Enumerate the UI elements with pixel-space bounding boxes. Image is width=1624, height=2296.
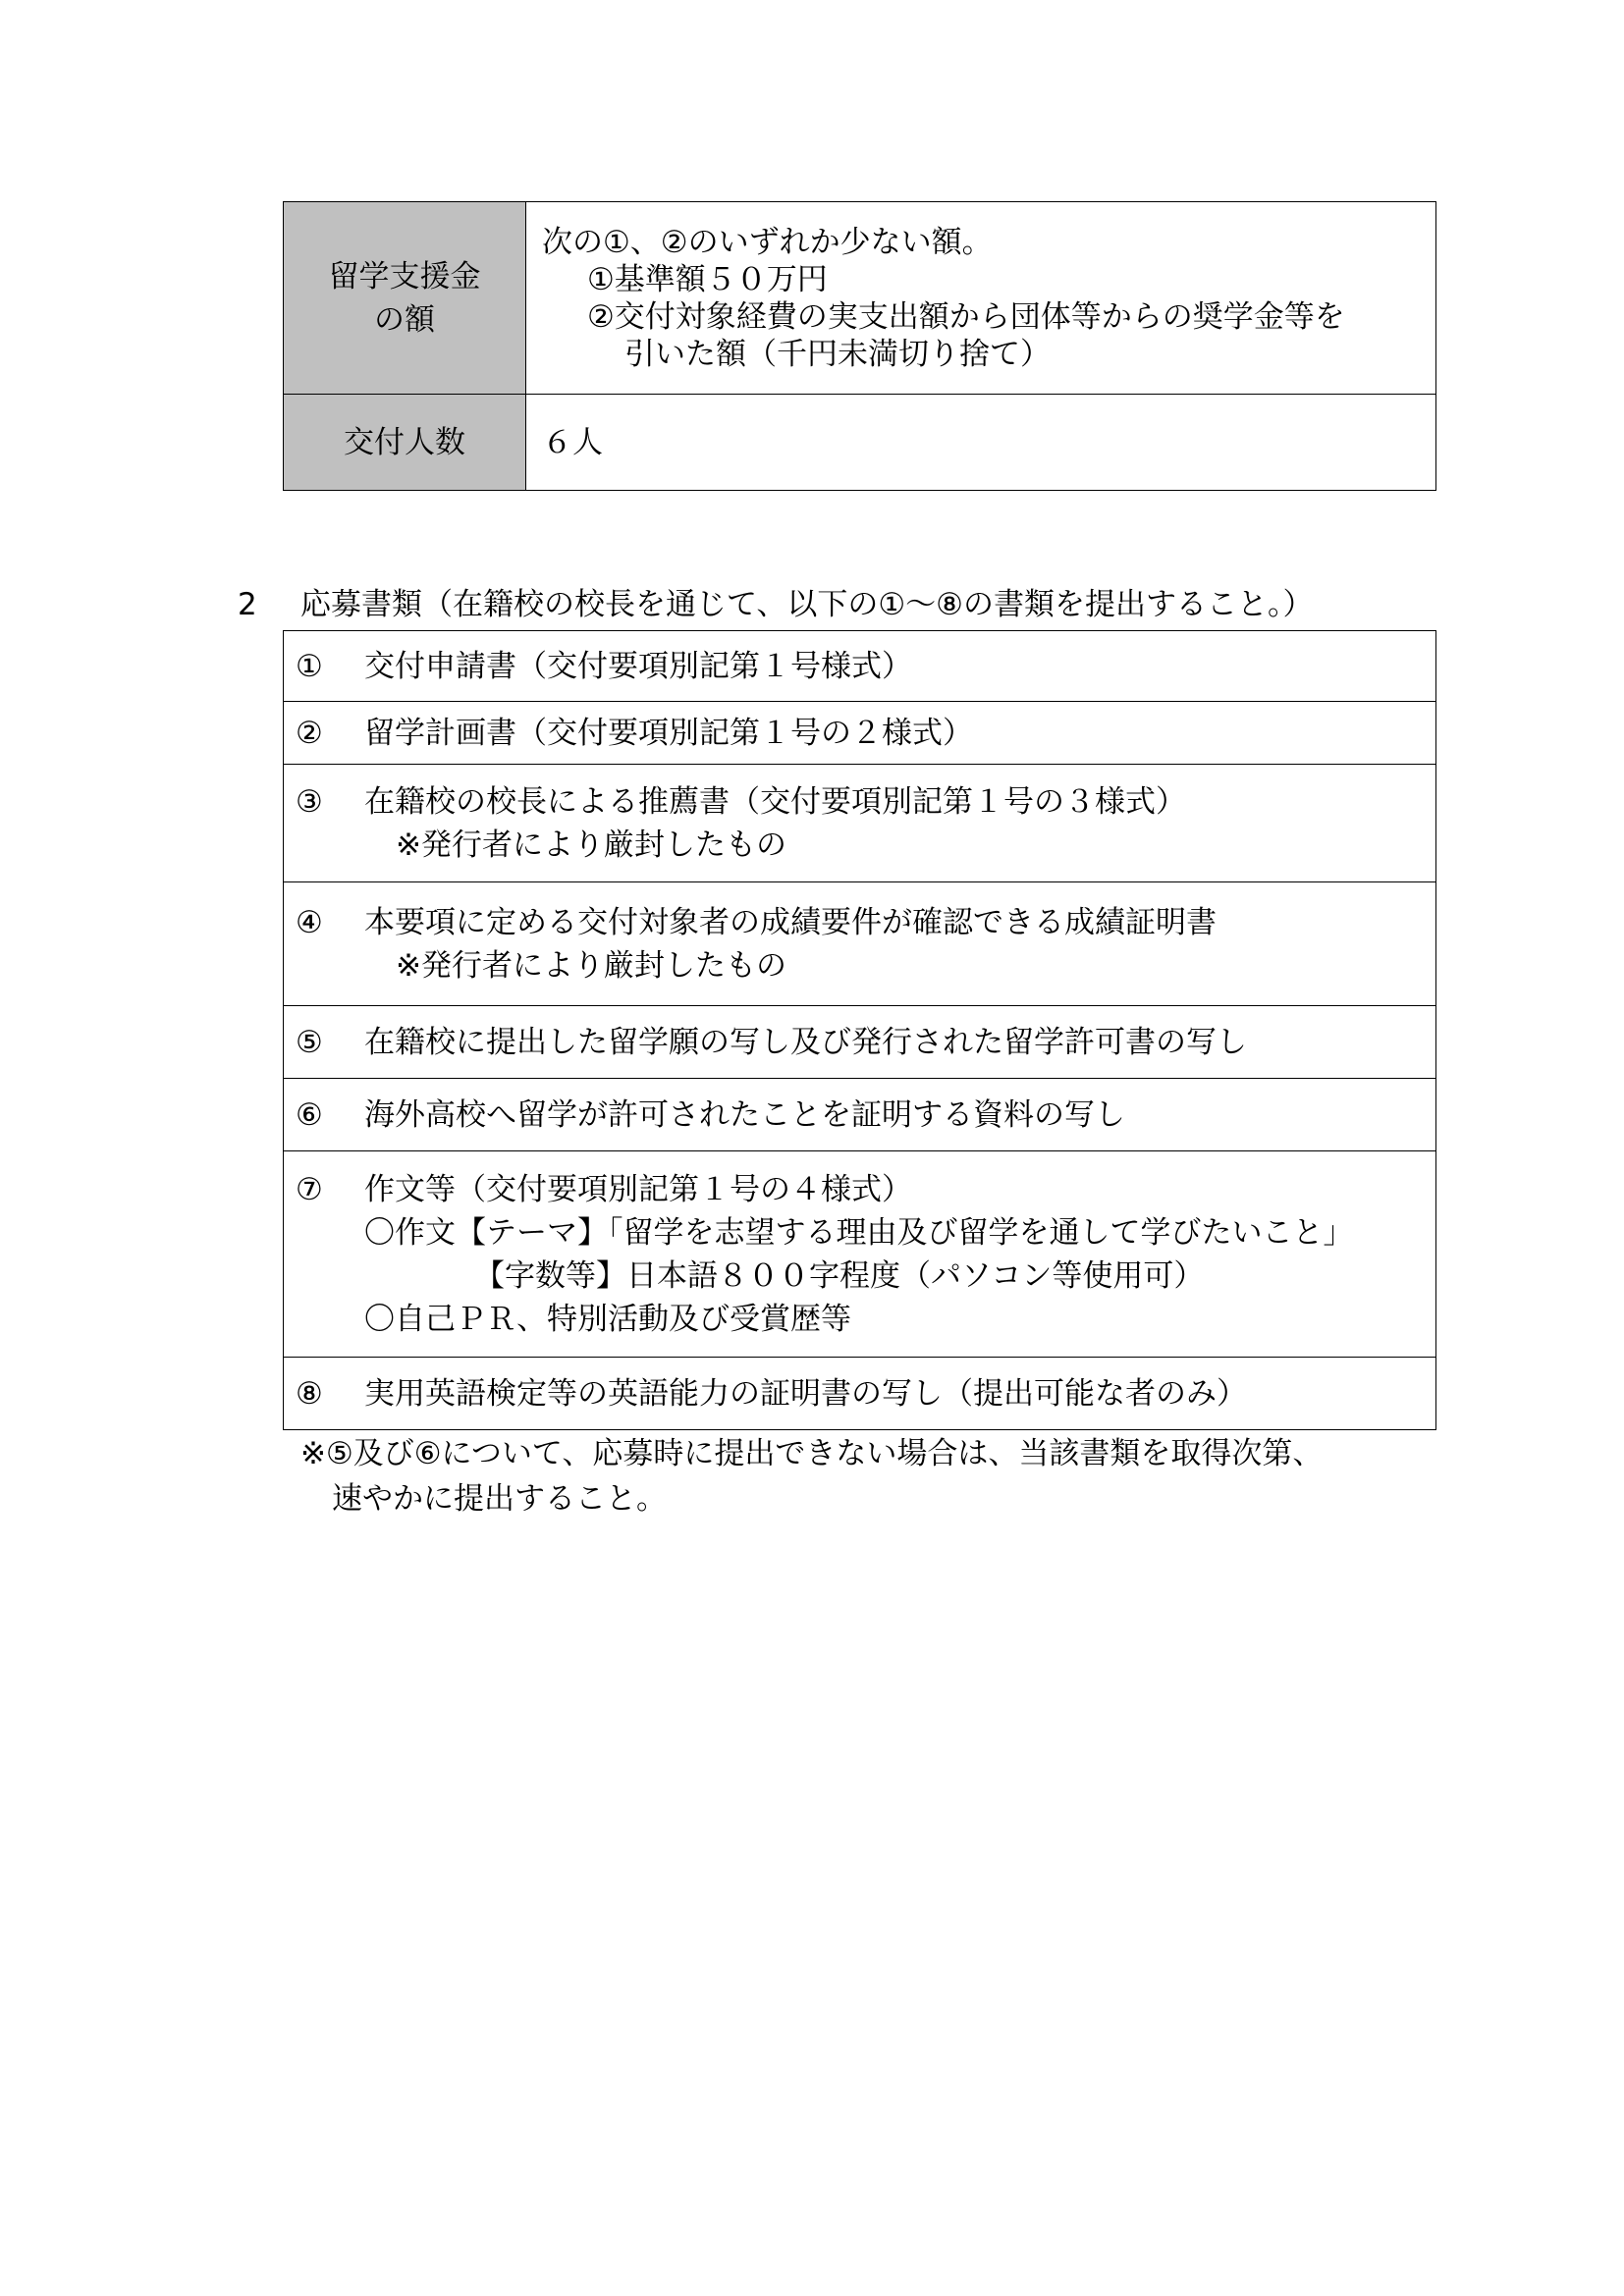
document-title: 海外高校へ留学が許可されたことを証明する資料の写し — [364, 1096, 1125, 1133]
document-row-3 — [284, 765, 1436, 882]
footnote-line2: 速やかに提出すること。 — [332, 1481, 667, 1517]
support-amount-table — [283, 201, 1436, 491]
footnote — [300, 1431, 1323, 1522]
document-row-4 — [284, 882, 1436, 1006]
document-title: 在籍校の校長による推薦書（交付要項別記第１号の３様式） — [364, 783, 1186, 820]
document-mark: ⑧ — [296, 1375, 323, 1412]
section-title: 応募書類（在籍校の校長を通じて、以下の①～⑧の書類を提出すること。） — [300, 587, 1314, 622]
document-title: 在籍校に提出した留学願の写し及び発行された留学許可書の写し — [364, 1024, 1247, 1060]
documents-table — [283, 630, 1436, 1430]
document-title: 作文等（交付要項別記第１号の４様式） — [364, 1171, 912, 1207]
document-note: ※発行者により厳封したもの — [396, 827, 786, 863]
count-row — [284, 395, 1436, 491]
document-mark: ③ — [296, 783, 323, 820]
amount-label-line2: の額 — [374, 301, 435, 338]
document-row-1 — [284, 631, 1436, 702]
amount-row — [284, 202, 1436, 395]
document-row-7 — [284, 1151, 1436, 1358]
document-mark: ⑥ — [296, 1096, 323, 1133]
document-title: 本要項に定める交付対象者の成績要件が確認できる成績証明書 — [364, 904, 1217, 940]
count-label: 交付人数 — [284, 395, 526, 491]
amount-value-cell — [526, 202, 1436, 395]
section-number: 2 — [238, 587, 257, 622]
essay-length-line: 【字数等】日本語８００字程度（パソコン等使用可） — [474, 1257, 1205, 1294]
document-mark: ④ — [296, 904, 323, 940]
footnote-line1: ※⑤及び⑥について、応募時に提出できない場合は、当該書類を取得次第、 — [300, 1436, 1324, 1471]
count-value: ６人 — [526, 395, 1436, 491]
amount-label-cell — [284, 202, 526, 395]
self-pr-line: 〇自己ＰＲ、特別活動及び受賞歴等 — [364, 1301, 851, 1337]
document-mark: ② — [296, 715, 323, 751]
section-heading — [238, 585, 1313, 624]
document-row-6 — [284, 1079, 1436, 1151]
document-note: ※発行者により厳封したもの — [396, 947, 786, 984]
amount-intro: 次の①、②のいずれか少ない額。 — [542, 224, 993, 260]
document-row-8 — [284, 1358, 1436, 1430]
amount-option2-line1: ②交付対象経費の実支出額から団体等からの奨学金等を — [587, 298, 1345, 335]
document-mark: ⑤ — [296, 1024, 323, 1060]
document-title: 留学計画書（交付要項別記第１号の２様式） — [364, 715, 973, 751]
document-row-5 — [284, 1006, 1436, 1079]
amount-label-line1: 留学支援金 — [328, 258, 481, 294]
document-row-2 — [284, 702, 1436, 765]
essay-theme-line: 〇作文【テーマ】「留学を志望する理由及び留学を通して学びたいこと」 — [364, 1214, 1354, 1251]
document-title: 交付申請書（交付要項別記第１号様式） — [364, 648, 912, 684]
amount-option1: ①基準額５０万円 — [587, 261, 828, 297]
document-title: 実用英語検定等の英語能力の証明書の写し（提出可能な者のみ） — [364, 1375, 1247, 1412]
amount-option2-line2: 引いた額（千円未満切り捨て） — [624, 336, 1051, 372]
document-mark: ① — [296, 648, 323, 684]
document-mark: ⑦ — [296, 1171, 323, 1207]
